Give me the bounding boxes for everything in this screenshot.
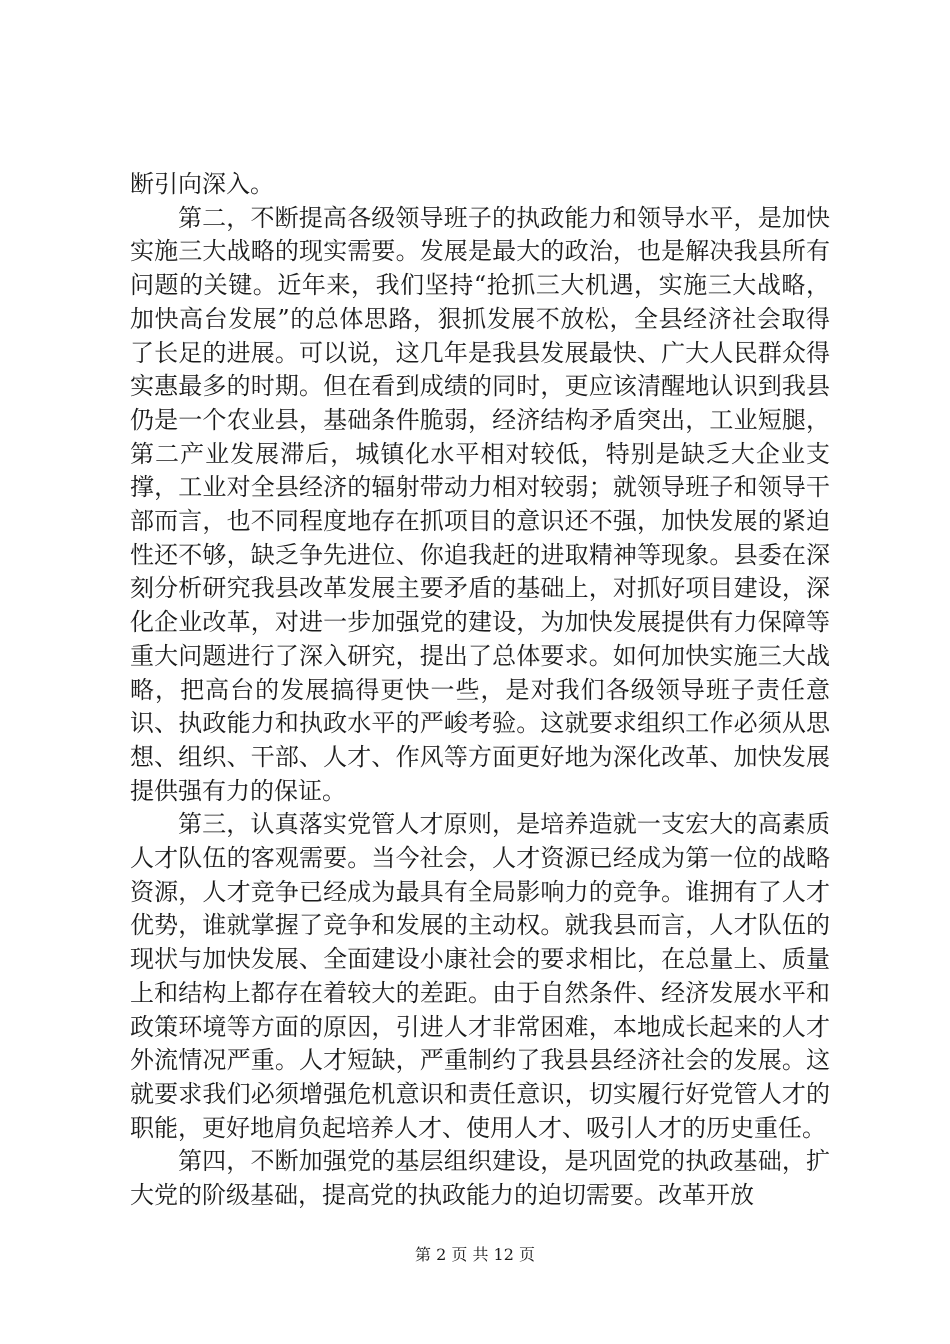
document-body (130, 168, 830, 1213)
page-number-footer: 第 2 页 共 12 页 (415, 1245, 535, 1264)
paragraph-third: 第三，认真落实党管人才原则，是培养造就一支宏大的高素质人才队伍的客观需要。当今社会，人才资源已经成为第一位的战略资源，人才竞争已经成为最具有全局影响力的竞争。谁拥有了人才优势，谁就掌握了竞争和发展的主动权。就我县而言，人才队伍的现状与加快发展、全面建设小康社会的要求相比，在总量上、质量上和结构上都存在着较大的差距。由于自然条件、经济发展水平和政策环境等方面的原因，引进人才非常困难，本地成长起来的人才外流情况严重。人才短缺，严重制约了我县县经济社会的发展。这就要求我们必须增强危机意识和责任意识，切实履行好党管人才的职能，更好地肩负起培养人才、使用人才、吸引人才的历史重任。 (130, 810, 830, 1142)
paragraph-fourth: 第四，不断加强党的基层组织建设，是巩固党的执政基础，扩大党的阶级基础，提高党的执政能力的迫切需要。改革开放 (130, 1147, 830, 1210)
paragraph-second: 第二，不断提高各级领导班子的执政能力和领导水平，是加快实施三大战略的现实需要。发展是最大的政治，也是解决我县所有问题的关键。近年来，我们坚持“抢抓三大机遇，实施三大战略，加快高台发展”的总体思路，狠抓发展不放松，全县经济社会取得了长足的进展。可以说，这几年是我县发展最快、广大人民群众得实惠最多的时期。但在看到成绩的同时，更应该清醒地认识到我县仍是一个农业县，基础条件脆弱，经济结构矛盾突出，工业短腿，第二产业发展滞后，城镇化水平相对较低，特别是缺乏大企业支撑，工业对全县经济的辐射带动力相对较弱；就领导班子和领导干部而言，也不同程度地存在抓项目的意识还不强，加快发展的紧迫性还不够，缺乏争先进位、你追我赶的进取精神等现象。县委在深刻分析研究我县改革发展主要矛盾的基础上，对抓好项目建设，深化企业改革，对进一步加强党的建设，为加快发展提供有力保障等重大问题进行了深入研究，提出了总体要求。如何加快实施三大战略，把高台的发展搞得更快一些，是对我们各级领导班子责任意识、执政能力和执政水平的严峻考验。这就要求组织工作必须从思想、组织、干部、人才、作风等方面更好地为深化改革、加快发展提供强有力的保证。 (130, 203, 830, 805)
paragraph-continuation: 断引向深入。 (130, 170, 274, 198)
